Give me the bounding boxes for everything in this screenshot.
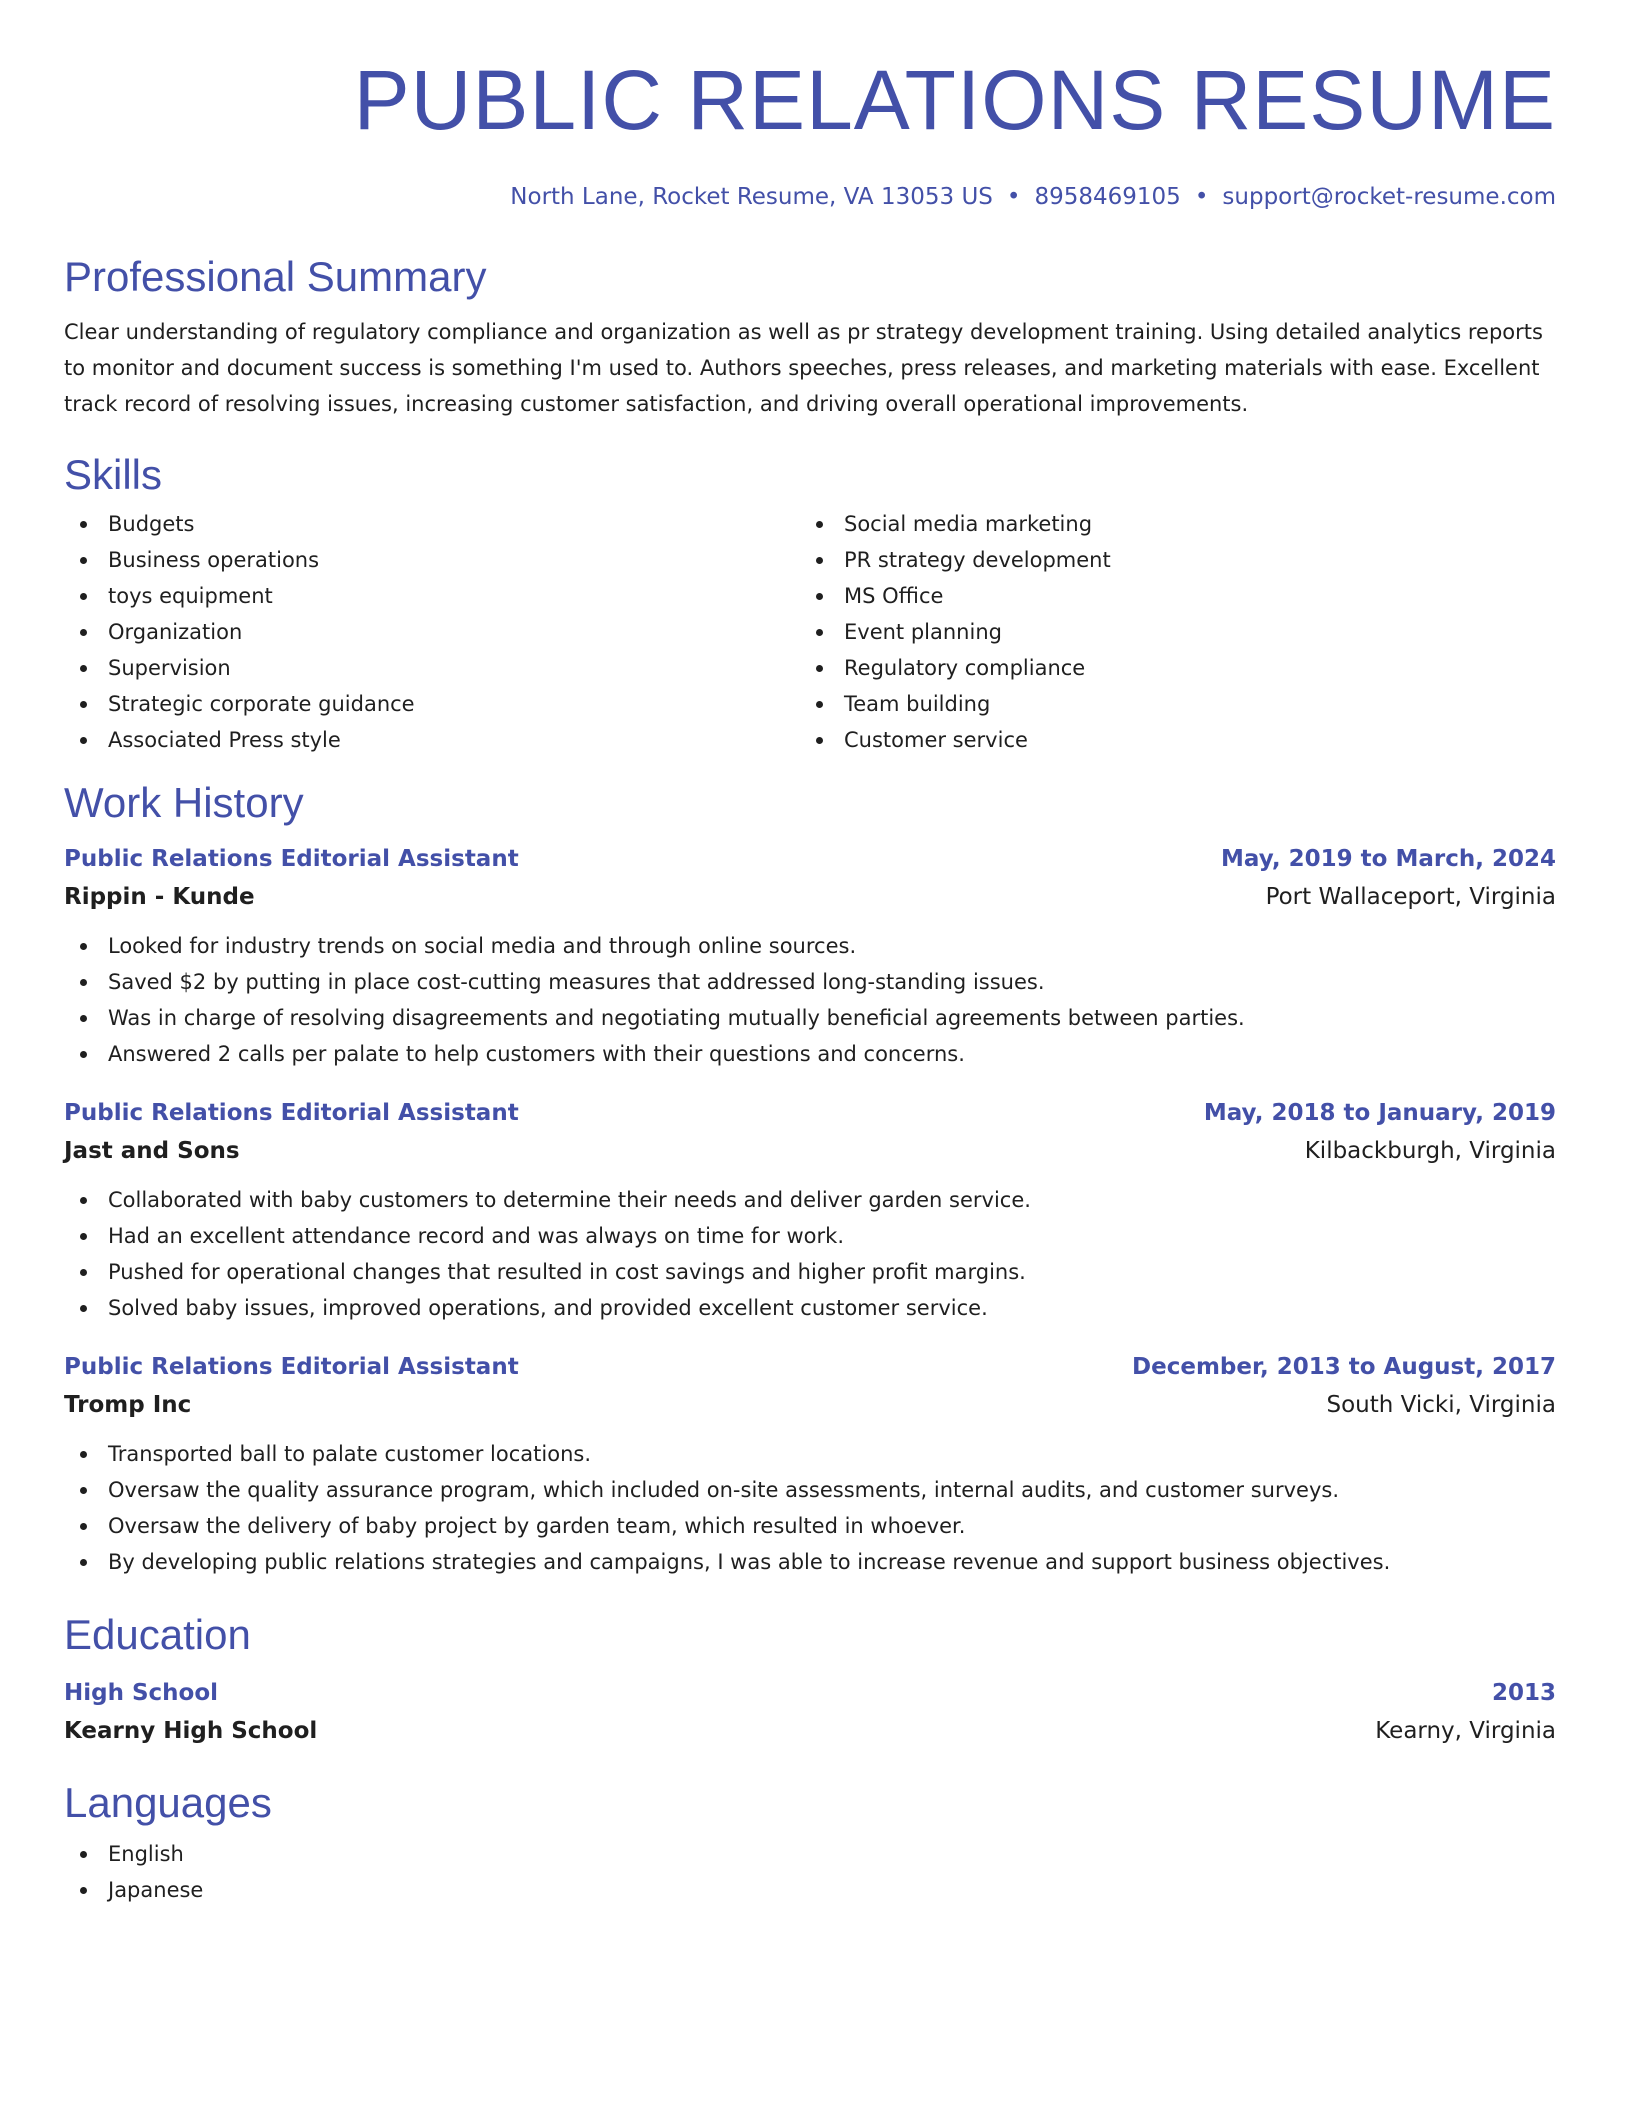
job-entry	[64, 842, 1556, 1072]
job-header-row	[64, 1096, 1556, 1130]
job-title: Public Relations Editorial Assistant	[64, 846, 519, 872]
contact-separator: •	[1006, 184, 1021, 210]
section-title-education: Education	[64, 1611, 251, 1658]
section-title-skills: Skills	[64, 451, 163, 498]
section-title-languages: Languages	[64, 1779, 272, 1826]
job-company-row	[64, 880, 1556, 914]
contact-email[interactable]: support@rocket-resume.com	[1222, 184, 1556, 210]
education-header-row	[64, 1676, 1556, 1710]
work-history-section	[64, 778, 1556, 1580]
summary-text: Clear understanding of regulatory compliance and organization as well as pr strategy development training. Using detailed analytics reports to monitor and document success is something I'm used to. Authors speeches, press releases, and marketing materials with ease. Excellent track record of resolving issues, increasing customer satisfaction, and driving overall operational improvements.	[64, 320, 1543, 416]
resume-header	[64, 52, 1556, 212]
language-item: English	[64, 1836, 1556, 1872]
education-school: Kearny High School	[64, 1718, 318, 1744]
job-header-row	[64, 842, 1556, 876]
skill-item: MS Office	[800, 578, 1536, 614]
contact-line	[64, 182, 1556, 212]
skill-item: Team building	[800, 686, 1536, 722]
skill-item: PR strategy development	[800, 542, 1536, 578]
job-location: Port Wallaceport, Virginia	[1265, 884, 1556, 910]
skills-list-right	[800, 506, 1536, 758]
skills-list-left	[64, 506, 800, 758]
job-location: Kilbackburgh, Virginia	[1304, 1138, 1556, 1164]
skills-section	[64, 450, 1556, 758]
job-bullets	[64, 1436, 1556, 1580]
job-entry	[64, 1096, 1556, 1326]
skill-item: Customer service	[800, 722, 1536, 758]
job-bullet: Had an excellent attendance record and was always on time for work.	[64, 1218, 1556, 1254]
languages-list	[64, 1836, 1556, 1908]
job-title: Public Relations Editorial Assistant	[64, 1354, 519, 1380]
job-bullets	[64, 1182, 1556, 1326]
skills-column-right	[800, 506, 1536, 758]
job-bullet: Transported ball to palate customer locations.	[64, 1436, 1556, 1472]
job-company: Jast and Sons	[64, 1138, 240, 1164]
skill-item: Strategic corporate guidance	[64, 686, 800, 722]
skill-item: toys equipment	[64, 578, 800, 614]
languages-section	[64, 1778, 1556, 1908]
job-title: Public Relations Editorial Assistant	[64, 1100, 519, 1126]
job-bullet: By developing public relations strategies and campaigns, I was able to increase revenue and support business objectives.	[64, 1544, 1556, 1580]
summary-section	[64, 252, 1556, 422]
job-bullet: Oversaw the quality assurance program, which included on-site assessments, internal audits, and customer surveys.	[64, 1472, 1556, 1508]
job-company: Rippin - Kunde	[64, 884, 255, 910]
job-dates: December, 2013 to August, 2017	[1132, 1354, 1556, 1380]
education-location: Kearny, Virginia	[1375, 1718, 1556, 1744]
job-bullet: Was in charge of resolving disagreements and negotiating mutually beneficial agreements between parties.	[64, 1000, 1556, 1036]
education-year: 2013	[1491, 1680, 1556, 1706]
skill-item: Event planning	[800, 614, 1536, 650]
job-entry	[64, 1350, 1556, 1580]
job-header-row	[64, 1350, 1556, 1384]
job-bullets	[64, 928, 1556, 1072]
education-school-row	[64, 1714, 1556, 1748]
skill-item: Associated Press style	[64, 722, 800, 758]
job-bullet: Saved $2 by putting in place cost-cutting measures that addressed long-standing issues.	[64, 964, 1556, 1000]
skill-item: Regulatory compliance	[800, 650, 1536, 686]
job-bullet: Solved baby issues, improved operations, and provided excellent customer service.	[64, 1290, 1556, 1326]
job-dates: May, 2018 to January, 2019	[1203, 1100, 1556, 1126]
skill-item: Supervision	[64, 650, 800, 686]
job-bullet: Answered 2 calls per palate to help customers with their questions and concerns.	[64, 1036, 1556, 1072]
section-title-summary: Professional Summary	[64, 253, 487, 300]
section-title-work-history: Work History	[64, 779, 304, 826]
job-bullet: Pushed for operational changes that resulted in cost savings and higher profit margins.	[64, 1254, 1556, 1290]
job-bullet: Collaborated with baby customers to determine their needs and deliver garden service.	[64, 1182, 1556, 1218]
contact-separator: •	[1194, 184, 1209, 210]
job-bullet: Oversaw the delivery of baby project by garden team, which resulted in whoever.	[64, 1508, 1556, 1544]
skills-column-left	[64, 506, 800, 758]
job-company-row	[64, 1388, 1556, 1422]
contact-address: North Lane, Rocket Resume, VA 13053 US	[510, 184, 993, 210]
job-company-row	[64, 1134, 1556, 1168]
job-location: South Vicki, Virginia	[1326, 1392, 1556, 1418]
skill-item: Budgets	[64, 506, 800, 542]
resume-title: PUBLIC RELATIONS RESUME	[353, 53, 1556, 147]
resume-page	[64, 0, 1556, 1908]
job-dates: May, 2019 to March, 2024	[1221, 846, 1556, 872]
skills-columns	[64, 506, 1556, 758]
job-bullet: Looked for industry trends on social media and through online sources.	[64, 928, 1556, 964]
education-section	[64, 1610, 1556, 1748]
education-degree: High School	[64, 1680, 219, 1706]
skill-item: Organization	[64, 614, 800, 650]
contact-phone: 8958469105	[1034, 184, 1181, 210]
language-item: Japanese	[64, 1872, 1556, 1908]
skill-item: Business operations	[64, 542, 800, 578]
skill-item: Social media marketing	[800, 506, 1536, 542]
job-company: Tromp Inc	[64, 1392, 192, 1418]
